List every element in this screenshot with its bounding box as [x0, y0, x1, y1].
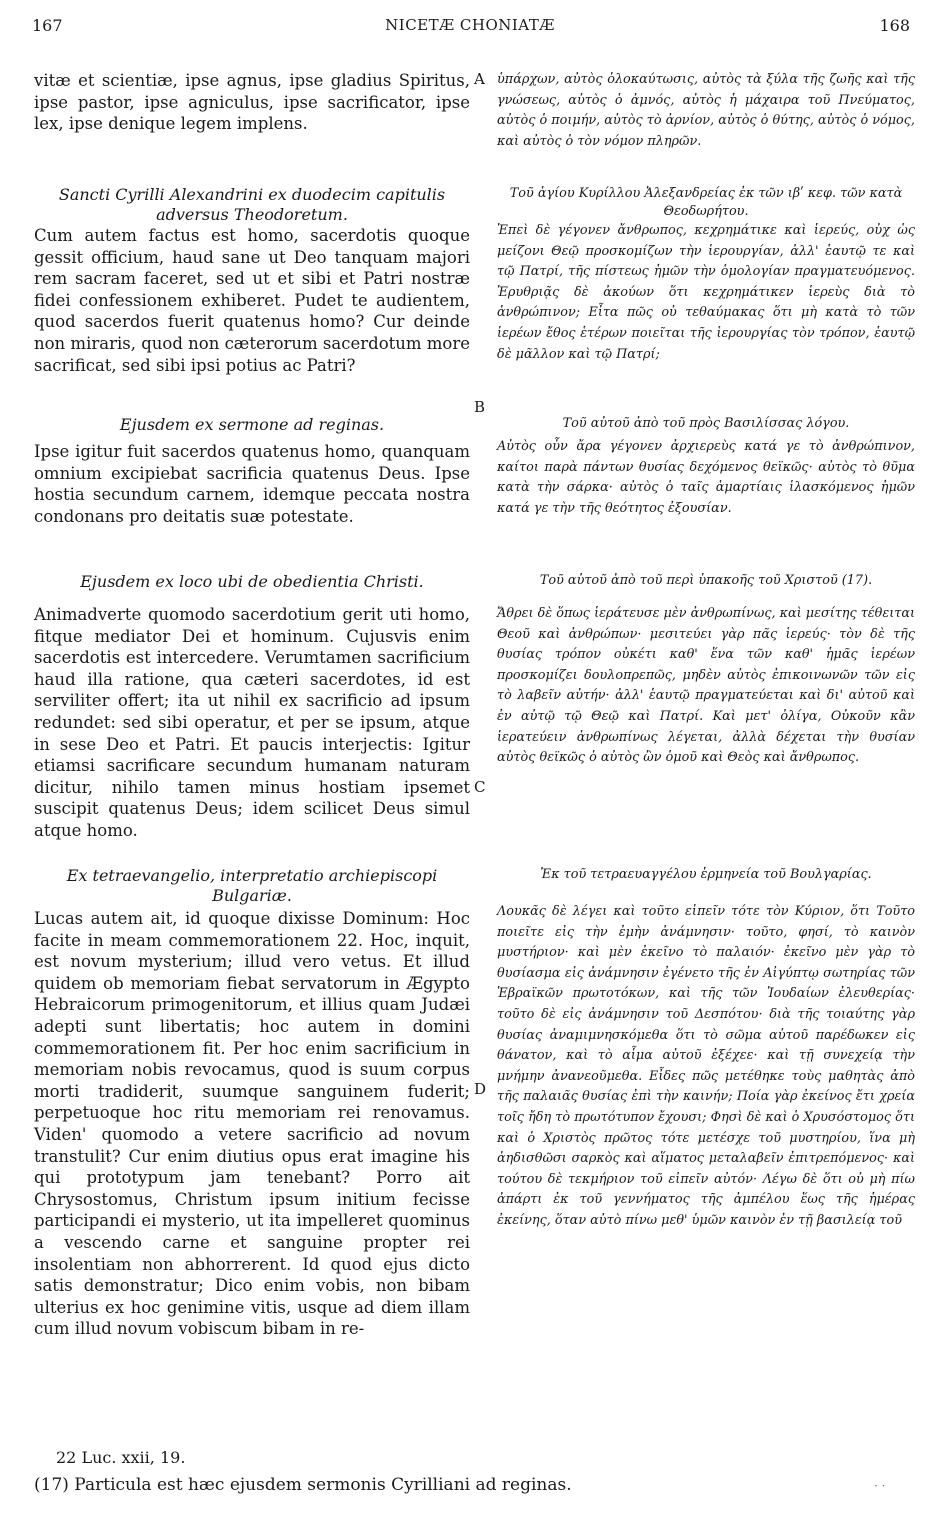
latin-heading-obedientia: Ejusdem ex loco ubi de obedientia Christi. [80, 572, 424, 591]
greek-block-4 [497, 572, 915, 769]
greek-block-3 [497, 415, 915, 519]
margin-letter-a: A [474, 70, 485, 88]
latin-block-3 [34, 415, 470, 527]
latin-paragraph-5: Lucas autem ait, id quoque dixisse Dominum: Hoc facite in meam commemorationem 22. Hoc, inquit, est novum mysterium; illud vero vetus. Et illud quidem ob memoriam fiebat servatorum in Ægypto Hebraicorum primogenitorum, et illius quam Judæi adepti sunt libertatis; hoc autem in domini commemorationem fit. Per hoc enim sacrificium in memoriam nobis revocamus, quod is suum corpus morti tradiderit, suumque sanguinem fuderit; perpetuoque hoc ritu memoriam rei renovamus. Viden' quomodo a vetere sacrificio ad novum transtulit? Cur enim diutius opus erat imagine his qui prototypum jam tenebant? Porro ait Chrysostomus, Christum ipsum initium fecisse participandi ei mysterio, ut ita impelleret quominus a vescendo carne et sanguine propter rei insolentiam non abhorrerent. Id quod ejus dicto satis demonstratur; Dico enim vobis, non bibam ulterius ex hoc genimine vitis, usque ad diem illam cum illud novum vobiscum bibam in re- [34, 909, 470, 1339]
greek-paragraph-5: Λουκᾶς δὲ λέγει καὶ τοῦτο εἰπεῖν τότε τὸν Κύριον, ὅτι Τοῦτο ποιεῖτε εἰς τὴν ἐμὴν ἀνάμνησιν· τοῦτο, φησί, τὸ καινὸν μυστήριον· καὶ μὲν ἐκεῖνο τὸ παλαιόν· ἐκεῖνο μὲν γὰρ τὸ θυσίασμα εἰς ἀνάμνησιν ἐγένετο τῆς ἐν Αἰγύπτῳ σωτηρίας τῶν Ἑβραϊκῶν πρωτοτόκων, καὶ τῆς τῶν Ἰουδαίων ἐλευθερίας· τοῦτο δὲ εἰς ἀνάμνησιν τοῦ Δεσπότου· διὰ τῆς τοιαύτης γὰρ θυσίας ἀναμιμνησκόμεθα ὅτι τὸ σῶμα αὐτοῦ παρέδωκεν εἰς θάνατον, καὶ τὸ αἷμα αὐτοῦ ἐξέχεε· καὶ τῇ συνεχείᾳ τὴν μνήμην ἀνανεοῦμεθα. Εἶδες πῶς μετέθηκε τοὺς μαθητὰς ἀπὸ τῆς παλαιᾶς θυσίας ἐπὶ τὴν καινήν; Ποία γὰρ ἐκείνος ἔτι χρεία τοῖς ἤδη τὸ πρωτότυπον ἔχουσι; Φησὶ δὲ καὶ ὁ Χρυσόστομος ὅτι καὶ ὁ Χριστὸς πρῶτος τότε μετέσχε τοῦ μυστηρίου, ἵνα μὴ ἀηδισθῶσι σαρκὸς καὶ αἵματος μεταλαβεῖν ἐπιτρεπόμενος· καὶ τούτου δὲ τεκμήριον τοῦ εἰπεῖν αὐτόν· Λέγω δὲ ὅτι οὐ μὴ πίω ἀπάρτι ἐκ τοῦ γεννήματος τῆς ἀμπέλου ἕως τῆς ἡμέρας ἐκείνης, ὅταν αὐτὸ πίνω μεθ' ὑμῶν καινὸν ἐν τῇ βασιλείᾳ τοῦ [497, 904, 915, 1228]
greek-heading-cyril: Τοῦ ἁγίου Κυρίλλου Ἀλεξανδρείας ἐκ τῶν ιβʹ κεφ. τῶν κατὰ Θεοδωρήτου. [509, 186, 903, 219]
greek-heading-reginas: Τοῦ αὐτοῦ ἀπὸ τοῦ πρὸς Βασιλίσσας λόγου. [562, 416, 850, 431]
margin-letter-d: D [474, 1080, 487, 1098]
footnote-22: 22 Luc. xxii, 19. [56, 1448, 186, 1467]
greek-paragraph-2: Ἐπεὶ δὲ γέγονεν ἄνθρωπος, κεχρημάτικε καὶ ἱερεύς, οὐχ ὡς μείζονι Θεῷ προσκομίζων τὴν ἱερουργίαν, ἀλλ' ἑαυτῷ τε καὶ τῷ Πατρί, τῆς πίστεως ἡμῶν τὴν ὁμολογίαν πραγματευόμενος. Ἐρυθριᾷς δὲ ἀκούων ὅτι κεχρημάτικεν ἱερεὺς διὰ τὸ ἀνθρώπινον; Εἶτα πῶς οὐ τεθαύμακας ὅτι μὴ κατὰ τὸ τῶν ἱερέων ἔθος ἑτέρων ποιεῖται τῆς ἱερουργίας τὸν τρόπον, ἑαυτῷ δὲ μᾶλλον καὶ τῷ Πατρί; [497, 223, 915, 362]
greek-block-1 [497, 70, 915, 152]
latin-heading-reginas: Ejusdem ex sermone ad reginas. [119, 415, 385, 434]
latin-heading-cyril: Sancti Cyrilli Alexandrini ex duodecim capitulis adversus Theodoretum. [58, 185, 446, 224]
greek-paragraph-4: Ἄθρει δὲ ὅπως ἱεράτευσε μὲν ἀνθρωπίνως, καὶ μεσίτης τέθειται Θεοῦ καὶ ἀνθρώπων· μεσιτεύει γὰρ πᾶς ἱερεύς· τὸν δὲ τῆς θυσίας τρόπον οὐκέτι καθ' ἕνα τῶν καθ' ἡμᾶς ἱερέων προσκομίζει δουλοπρεπῶς, μηδὲν αὐτὸς ἐπικοινωνῶν τῶν εἰς τὸ λαβεῖν αὐτήν· ἀλλ' ἑαυτῷ πραγματεύεται καὶ δι' αὐτοῦ καὶ ἐν αὐτῷ τῷ Θεῷ καὶ Πατρί. Καὶ μετ' ὀλίγα, Οὐκοῦν κἂν ἱερατεύειν ἀνθρωπίνως λέγεται, ἀλλὰ δέχεται τὴν θυσίαν αὐτὸς θεϊκῶς ὁ αὐτὸς ὢν ὁμοῦ καὶ Θεὸς καὶ ἄνθρωπος. [497, 606, 915, 766]
latin-block-1 [34, 70, 470, 135]
margin-letter-c: C [474, 778, 486, 796]
latin-heading-tetraevangelio: Ex tetraevangelio, interpretatio archiepiscopi Bulgariæ. [66, 866, 438, 905]
latin-paragraph-1: vitæ et scientiæ, ipse agnus, ipse gladius Spiritus, ipse pastor, ipse agniculus, ipse sacrificator, ipse lex, ipse denique legem implens. [34, 71, 470, 134]
running-title: NICETÆ CHONIATÆ [385, 16, 555, 34]
footnote-17: (17) Particula est hæc ejusdem sermonis Cyrilliani ad reginas. [34, 1475, 572, 1495]
stray-mark: · · [874, 1479, 886, 1493]
page-number-left: 167 [32, 16, 63, 35]
latin-block-2 [34, 185, 470, 376]
margin-letter-b: B [474, 398, 486, 416]
page-header [30, 16, 910, 40]
greek-block-2 [497, 185, 915, 365]
latin-paragraph-4: Animadverte quomodo sacerdotium gerit uti homo, fitque mediator Dei et hominum. Cujusvis enim sacerdotis est intercedere. Verumtamen sacrificium haud illa ratione, qua cæteri sacerdotes, id est serviliter offert; ita ut nihil ex sacrificio ad ipsum redundet: sed sibi operatur, et per se ipsum, atque in sese Deo et Patri. Et paucis interjectis: Igitur etiamsi sacrificare secundum humanam naturam dicitur, nihilo tamen minus hostiam ipsemet suscipit quatenus Deus; idem scilicet Deus simul atque homo. [34, 605, 470, 840]
latin-paragraph-3: Ipse igitur fuit sacerdos quatenus homo, quanquam omnium excipiebat sacrificia quatenus Deus. Ipse hostia secundum carnem, idemque peccata nostra condonans pro deitatis suæ potestate. [34, 442, 470, 526]
page-number-right: 168 [879, 16, 910, 35]
latin-block-5 [34, 866, 470, 1340]
latin-paragraph-2: Cum autem factus est homo, sacerdotis quoque gessit officium, haud sane ut Deo tanquam majori rem sacram faceret, sed ut et sibi et Patri nostræ fidei confessionem exhiberet. Pudet te audientem, quod sacerdos fuerit quatenus homo? Cur deinde non miraris, quod non cæterorum sacerdotum more sacrificat, sed sibi ipsi potius ac Patri? [34, 226, 471, 375]
greek-paragraph-1: ὑπάρχων, αὐτὸς ὁλοκαύτωσις, αὐτὸς τὰ ξύλα τῆς ζωῆς καὶ τῆς γνώσεως, αὐτὸς ὁ ἀμνός, αὐτὸς ἡ μάχαιρα τοῦ Πνεύματος, αὐτὸς ὁ ποιμήν, αὐτὸς τὸ ἀρνίον, αὐτὸς ὁ θύτης, αὐτὸς ὁ νόμος, καὶ αὐτὸς ὁ τὸν νόμον πληρῶν. [497, 72, 915, 149]
greek-paragraph-3: Αὐτὸς οὖν ἄρα γέγονεν ἀρχιερεὺς κατά γε τὸ ἀνθρώπινον, καίτοι παρὰ πάντων θυσίας δεχόμενος θεϊκῶς· αὐτὸς τὸ θῦμα κατὰ τὴν σάρκα· αὐτὸς ὁ ταῖς ἁμαρτίαις ἱλασκόμενος ἡμῶν κατά γε τὴν τῆς θεότητος ἐξουσίαν. [497, 439, 915, 516]
greek-heading-obedientia: Τοῦ αὐτοῦ ἀπὸ τοῦ περὶ ὑπακοῆς τοῦ Χριστοῦ (17). [539, 573, 873, 588]
greek-block-5 [497, 866, 915, 1232]
greek-heading-tetraevangelio: Ἐκ τοῦ τετραευαγγέλου ἑρμηνεία τοῦ Βουλγαρίας. [540, 867, 872, 882]
latin-block-4 [34, 572, 470, 842]
